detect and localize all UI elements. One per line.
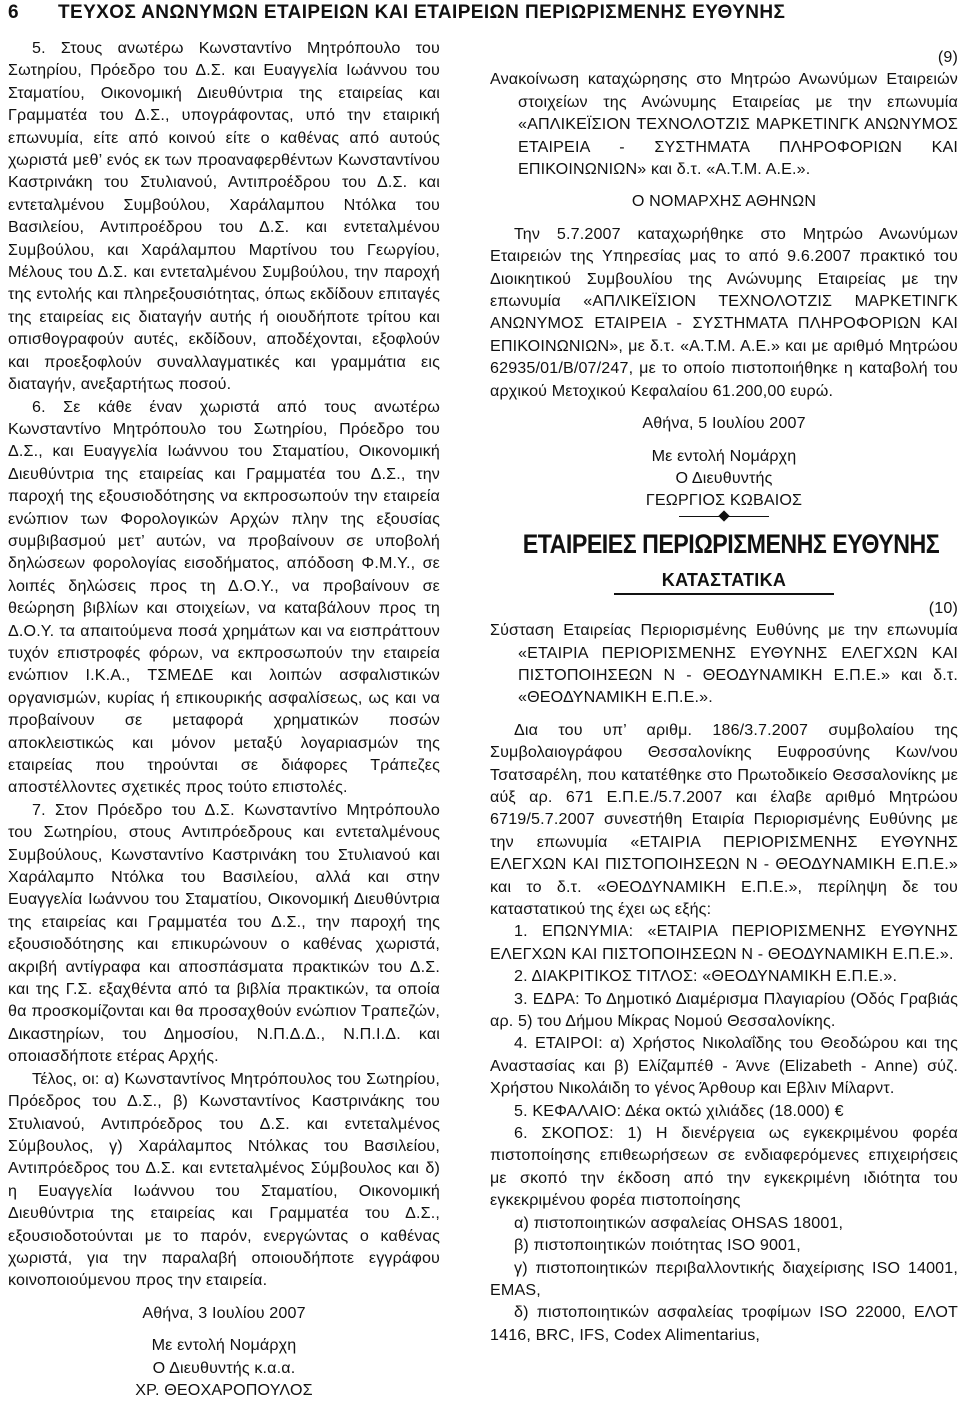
notice-9-signature-line-2: Ο Διευθυντής [675, 468, 773, 487]
notice-9-title: Ανακοίνωση καταχώρησης στο Μητρώο Ανωνύμων Εταιρειών στοιχείων της Ανώνυμης Εταιρείας με την επωνυμία «ΑΠΛΙΚΕΪΣΙΟΝ ΤΕΧΝΟΛΟΤΖΙΣ ΜΑΡΚΕΤΙΝΓΚ ΑΝΩΝΥΜΟΣ ΕΤΑΙΡΕΙΑ - ΣΥΣΤΗΜΑΤΑ ΠΛΗΡΟΦΟΡΙΩΝ ΚΑΙ ΕΠΙΚΟΙΝΩΝΙΩΝ» και δ.τ. «Α.Τ.Μ. Α.Ε.». [490, 70, 958, 179]
article-6-b: β) πιστοποιητικών ποιότητας ISO 9001, [514, 1236, 801, 1255]
left-column [8, 37, 440, 1401]
paragraph-5: 5. Στους ανωτέρω Κωνσταντίνο Μητρόπουλο του Σωτηρίου, Πρόεδρο του Δ.Σ. και Ευαγγελία Ιωάννου του Σταματίου, Οικονομική Διευθύντρια της εταιρείας και Γραμματέα του Δ.Σ., υπογράφοντας, υπό την εταιρική επωνυμία, είτε από κοινού είτε ο καθένας από αυτούς χωριστά μεθ’ ενός εκ των προαναφερθέντων Κωνσταντίνου Καστρινάκη του Στυλιανού, Αντιπροέδρου του Δ.Σ. και εντεταλμένου Συμβούλου, Χαράλαμπου Ντόλκα του Βασιλείου, Αντιπροέδρου του Δ.Σ. και εντεταλμένου Συμβούλου, και Χαράλαμπου Μαρτίνου του Γεωργίου, Μέλους του Δ.Σ. και εντεταλμένου Συμβούλου, την παροχή της εντολής και πληρεξουσιότητας, όπως εκδίδουν επιταγές της εταιρείας εις διαταγήν αυτής ή οιουδήποτε τρίτου και οπισθογραφούν αυτές, εκδίδουν, αποδέχονται, εξοφλούν και προεξοφλούν συναλλαγματικές και γραμμάτια εις διαταγήν, ανεξαρτήτως ποσού. [8, 39, 440, 394]
signature-line-2: Ο Διευθυντής κ.α.α. [152, 1358, 296, 1377]
notice-9-signature-name: ΓΕΩΡΓΙΟΣ ΚΩΒΑΙΟΣ [645, 491, 803, 510]
article-6-a: α) πιστοποιητικών ασφαλείας OHSAS 18001, [514, 1213, 844, 1232]
right-column [490, 46, 958, 1346]
notice-10-title: Σύσταση Εταιρείας Περιορισμένης Ευθύνης με την επωνυμία «ΕΤΑΙΡΙΑ ΠΕΡΙΟΡΙΣΜΕΝΗΣ ΕΥΘΥΝΗΣ ΕΛΕΓΧΩΝ ΚΑΙ ΠΙΣΤΟΠΟΙΗΣΕΩΝ Ν - ΘΕΟΔΥΝΑΜΙΚΗ Ε.Π.Ε.» και δ.τ. «ΘΕΟΔΥΝΑΜΙΚΗ Ε.Π.Ε.». [490, 621, 958, 707]
article-6: 6. ΣΚΟΠΟΣ: 1) Η διενέργεια ως εγκεκριμένου φορέα πιστοποίησης επιθεωρήσεων σε ενδιαφερόμενες επιχειρήσεις με σκοπό την έκδοση από την εγκεκριμένη ιδιότητα του εγκεκριμένου φορέα πιστοποίησης [490, 1124, 958, 1210]
notice-9-body: Την 5.7.2007 καταχωρήθηκε στο Μητρώο Ανωνύμων Εταιρειών της Υπηρεσίας μας το από 9.6.2007 πρακτικό του Διοικητικού Συμβουλίου της Ανώνυμης Εταιρείας με την επωνυμία «ΑΠΛΙΚΕΪΣΙΟΝ ΤΕΧΝΟΛΟΤΖΙΣ ΜΑΡΚΕΤΙΝΓΚ ΑΝΩΝΥΜΟΣ ΕΤΑΙΡΕΙΑ - ΣΥΣΤΗΜΑΤΑ ΠΛΗΡΟΦΟΡΙΩΝ ΚΑΙ ΕΠΙΚΟΙΝΩΝΙΩΝ», με δ.τ. «Α.Τ.Μ. Α.Ε.» και με αριθμό Μητρώου 62935/01/Β/07/247, με το οποίο πιστοποιήθηκε η καταβολή του αρχικού Μετοχικού Κεφαλαίου 61.200,00 ευρώ. [490, 224, 958, 400]
page-header [0, 0, 960, 36]
signature-name: ΧΡ. ΘΕΟΧΑΡΟΠΟΥΛΟΣ [135, 1380, 313, 1399]
notice-10-number: (10) [928, 598, 958, 617]
article-1: 1. ΕΠΩΝΥΜΙΑ: «ΕΤΑΙΡΙΑ ΠΕΡΙΟΡΙΣΜΕΝΗΣ ΕΥΘΥΝΗΣ ΕΛΕΓΧΩΝ ΚΑΙ ΠΙΣΤΟΠΟΙΗΣΕΩΝ Ν - ΘΕΟΔΥΝΑΜΙΚΗ Ε.Π.Ε.». [490, 922, 958, 963]
running-head: ΤΕΥΧΟΣ ΑΝΩΝΥΜΩΝ ΕΤΑΙΡΕΙΩΝ ΚΑΙ ΕΤΑΙΡΕΙΩΝ ΠΕΡΙΩΡΙΣΜΕΝΗΣ ΕΥΘΥΝΗΣ [58, 2, 786, 23]
notice-9-signature-line-1: Με εντολή Νομάρχη [651, 446, 797, 465]
section-title: ΕΤΑΙΡΕΙΕΣ ΠΕΡΙΩΡΙΣΜΕΝΗΣ ΕΥΘΥΝΗΣ [522, 528, 940, 559]
paragraph-7: 7. Στον Πρόεδρο του Δ.Σ. Κωνσταντίνο Μητρόπουλο του Σωτηρίου, στους Αντιπρόεδρους και εντεταλμένους Συμβούλους, Κωνσταντίνο Καστρινάκη του Στυλιανού και Χαράλαμπο Ντόλκα του Βασιλείου, αλλά και στην Ευαγγελία Ιωάννου του Σταματίου, Οικονομική Διευθύντρια της εταιρείας και Γραμματέα του Δ.Σ., την παροχή της εξουσιοδότησης και επικυρώνουν ο καθένας χωριστά, ακριβή αντίγραφα και αποσπάσματα πρακτικών του Δ.Σ. και της Γ.Σ. εξαχθέντα από τα βιβλία πρακτικών, τα οποία θα προσκομίζονται και θα προσαχθούν ενώπιον Τραπεζών, Δικαστηρίων, του Δημοσίου, Ν.Π.Δ.Δ., Ν.Π.Ι.Δ. και οποιασδήποτε ετέρας Αρχής. [8, 800, 440, 1066]
article-2: 2. ΔΙΑΚΡΙΤΙΚΟΣ ΤΙΤΛΟΣ: «ΘΕΟΔΥΝΑΜΙΚΗ Ε.Π.Ε.». [514, 967, 898, 986]
notice-9-number: (9) [937, 48, 958, 66]
notice-9-date: Αθήνα, 5 Ιουλίου 2007 [642, 414, 806, 433]
signature-line-1: Με εντολή Νομάρχη [151, 1336, 297, 1355]
article-6-c: γ) πιστοποιητικών περιβαλλοντικής διαχείρισης ISO 14001, EMAS, [490, 1258, 958, 1299]
subsection-title: ΚΑΤΑΣΤΑΤΙΚΑ [661, 569, 787, 590]
article-6-d: δ) πιστοποιητικών ασφαλείας τροφίμων ISO 22000, ΕΛΟΤ 1416, BRC, IFS, Codex Alimentarius, [490, 1303, 958, 1344]
paragraph-final: Τέλος, οι: α) Κωνσταντίνος Μητρόπουλος του Σωτηρίου, Πρόεδρος του Δ.Σ., β) Κωνσταντίνος Καστρινάκης του Στυλιανού, Αντιπρόεδρος του Δ.Σ. και εντεταλμένος Σύμβουλος, γ) Χαράλαμπος Ντόλκας του Βασιλείου, Αντιπρόεδρος του Δ.Σ. και εντεταλμένος Σύμβουλος και δ) η Ευαγγελία Ιωάννου του Σταματίου, Οικονομική Διευθύντρια της εταιρείας και Γραμματέα του Δ.Σ., εξουσιοδοτούνται με το παρόν, ενεργώντας ο καθένας χωριστά, για την παραλαβή οποιουδήποτε εγγράφου κοινοποιούμενου προς την εταιρεία. [8, 1069, 440, 1290]
notice-10-body: Δια του υπ’ αριθμ. 186/3.7.2007 συμβολαίου της Συμβολαιογράφου Θεσσαλονίκης Ευφροσύνης Κων/νου Τσατσαρέλη, που κατατέθηκε στο Πρωτοδικείο Θεσσαλονίκης με αύξ αρ. 671 Ε.Π.Ε./5.7.2007 και έλαβε αριθμό Μητρώου 6719/5.7.2007 συνεστήθη Εταιρία Περιορισμένης Ευθύνης με την επωνυμία «ΕΤΑΙΡΙΑ ΠΕΡΙΟΡΙΣΜΕΝΗΣ ΕΥΘΥΝΗΣ ΕΛΕΓΧΩΝ ΚΑΙ ΠΙΣΤΟΠΟΙΗΣΕΩΝ Ν - ΘΕΟΔΥΝΑΜΙΚΗ Ε.Π.Ε.» και το δ.τ. «ΘΕΟΔΥΝΑΜΙΚΗ Ε.Π.Ε.», περίληψη δε του καταστατικού της έχει ως εξής: [490, 720, 958, 918]
subsection-rule [614, 593, 834, 595]
notice-9-authority: Ο ΝΟΜΑΡΧΗΣ ΑΘΗΝΩΝ [631, 192, 817, 211]
article-3: 3. ΕΔΡΑ: Το Δημοτικό Διαμέρισμα Πλαγιαρίου (Οδός Γραβιάς αρ. 5) του Δήμου Μίκρας Νομού Θεσσαλονίκης. [490, 989, 958, 1031]
diamond-divider-icon [679, 516, 769, 517]
paragraph-6: 6. Σε κάθε έναν χωριστά από τους ανωτέρω Κωνσταντίνο Μητρόπουλο του Σωτηρίου, Πρόεδρο του Δ.Σ., και Ευαγγελία Ιωάννου του Σταματίου, Οικονομική Διευθύντρια της εταιρείας και Γραμματέα του Δ.Σ., την παροχή της εξουσιοδότησης να εκπροσωπούν την εταιρεία ενώπιον των Φορολογικών Αρχών πλην της εξουσίας συμβιβασμού μετ’ αυτών, να προβαίνουν σε υποβολή δηλώσεων φορολογίας εισοδήματος, απόδοση Φ.Μ.Υ., σε λοιπές δηλώσεις προς τη Δ.Ο.Υ., να προβαίνουν σε θεώρηση βιβλίων και στοιχείων, να καταβάλουν προς τη Δ.Ο.Υ. τα απαιτούμενα ποσά χρημάτων και να εισπράττουν τυχόν επιστροφές φόρων, να εκπροσωπούν την εταιρεία ενώπιον Ι.Κ.Α., ΤΣΜΕΔΕ και λοιπών ασφαλιστικών οργανισμών, κυρίας ή επικουρικής ασφαλίσεως, ως και να προβαίνουν σε μεταφορά χρηματικών ποσών αποκλειστικώς και μόνον μεταξύ λογαριασμών της εταιρείας που τηρούνται σε διάφορες Τράπεζες αποστέλλοντες σχετικές προς τούτο επιστολές. [8, 397, 440, 797]
page-number: 6 [8, 2, 19, 23]
article-4: 4. ΕΤΑΙΡΟΙ: α) Χρήστος Νικολαΐδης του Θεοδώρου και της Αναστασίας και β) Ελίζαμπέθ - Άννε (Elizabeth - Anne) σύζ. Χρήστου Νικολάιδη το γένος Άρθουρ και Εβλιν Μίλαρντ. [490, 1034, 958, 1098]
article-5: 5. ΚΕΦΑΛΑΙΟ: Δέκα οκτώ χιλιάδες (18.000) € [514, 1101, 844, 1120]
signature-date: Αθήνα, 3 Ιουλίου 2007 [142, 1303, 306, 1322]
